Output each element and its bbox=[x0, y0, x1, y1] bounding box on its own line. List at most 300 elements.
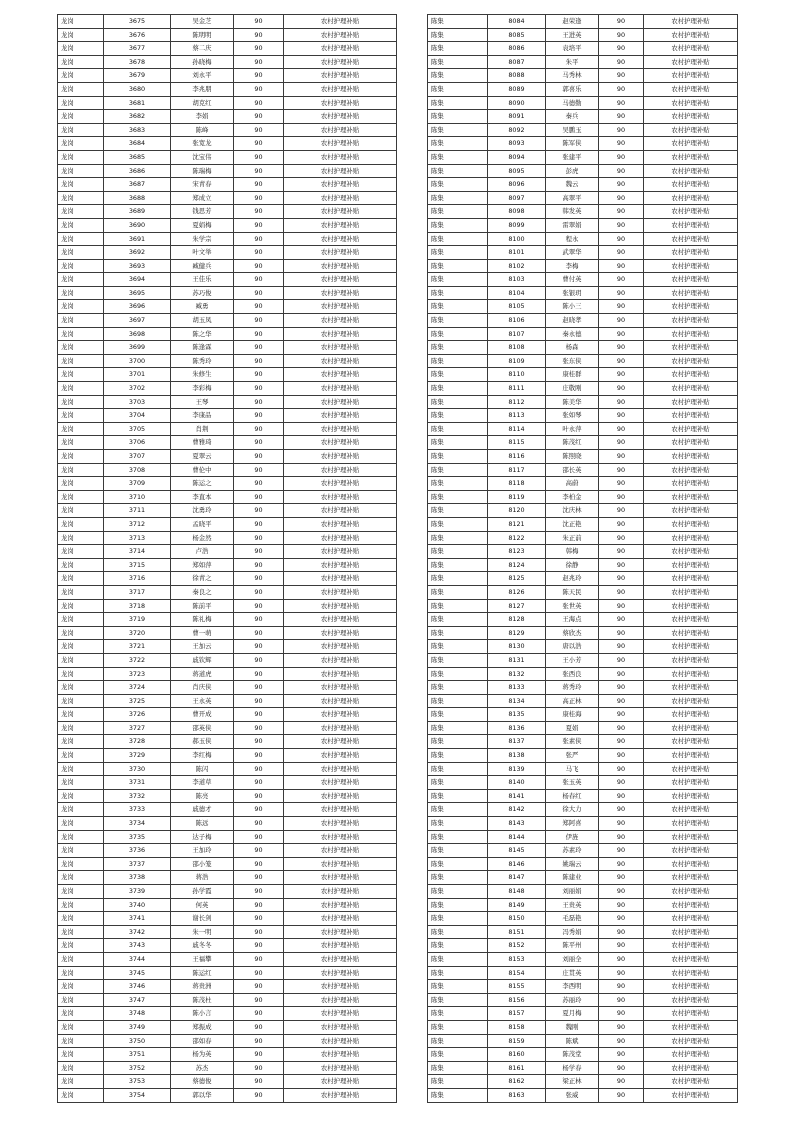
table-row bbox=[428, 600, 738, 614]
number-cell: 8085 bbox=[488, 29, 546, 43]
category-cell: 农村护理补贴 bbox=[644, 491, 738, 505]
number-cell: 3690 bbox=[104, 219, 171, 233]
amount-cell: 90 bbox=[599, 844, 644, 858]
amount-cell: 90 bbox=[599, 192, 644, 206]
district-cell: 陈集 bbox=[428, 668, 488, 682]
table-row bbox=[58, 545, 397, 559]
name-cell: 戚钦辉 bbox=[171, 654, 234, 668]
name-cell: 陈茂堂 bbox=[546, 1048, 599, 1062]
table-row bbox=[428, 233, 738, 247]
name-cell: 郑成立 bbox=[171, 192, 234, 206]
number-cell: 8115 bbox=[488, 436, 546, 450]
number-cell: 3736 bbox=[104, 844, 171, 858]
district-cell: 陈集 bbox=[428, 1075, 488, 1089]
table-row bbox=[58, 300, 397, 314]
district-cell: 陈集 bbox=[428, 396, 488, 410]
category-cell: 农村护理补贴 bbox=[644, 776, 738, 790]
number-cell: 8105 bbox=[488, 300, 546, 314]
name-cell: 陈斌 bbox=[546, 1035, 599, 1049]
amount-cell: 90 bbox=[234, 477, 284, 491]
number-cell: 8158 bbox=[488, 1021, 546, 1035]
table-row bbox=[428, 967, 738, 981]
amount-cell: 90 bbox=[599, 518, 644, 532]
table-row bbox=[428, 192, 738, 206]
category-cell: 农村护理补贴 bbox=[644, 681, 738, 695]
district-cell: 龙岗 bbox=[58, 817, 104, 831]
district-cell: 龙岗 bbox=[58, 844, 104, 858]
number-cell: 3723 bbox=[104, 668, 171, 682]
district-cell: 陈集 bbox=[428, 763, 488, 777]
amount-cell: 90 bbox=[234, 545, 284, 559]
number-cell: 8117 bbox=[488, 464, 546, 478]
table-row bbox=[428, 42, 738, 56]
category-cell: 农村护理补贴 bbox=[284, 939, 397, 953]
category-cell: 农村护理补贴 bbox=[644, 654, 738, 668]
district-cell: 龙岗 bbox=[58, 1048, 104, 1062]
amount-cell: 90 bbox=[599, 735, 644, 749]
number-cell: 8099 bbox=[488, 219, 546, 233]
name-cell: 孟晓平 bbox=[171, 518, 234, 532]
number-cell: 3701 bbox=[104, 368, 171, 382]
district-cell: 龙岗 bbox=[58, 477, 104, 491]
table-row bbox=[428, 137, 738, 151]
amount-cell: 90 bbox=[599, 15, 644, 29]
district-cell: 陈集 bbox=[428, 219, 488, 233]
name-cell: 夏月梅 bbox=[546, 1007, 599, 1021]
amount-cell: 90 bbox=[234, 763, 284, 777]
category-cell: 农村护理补贴 bbox=[644, 273, 738, 287]
number-cell: 8107 bbox=[488, 328, 546, 342]
number-cell: 8129 bbox=[488, 627, 546, 641]
district-cell: 陈集 bbox=[428, 681, 488, 695]
number-cell: 3735 bbox=[104, 831, 171, 845]
district-cell: 龙岗 bbox=[58, 137, 104, 151]
district-cell: 龙岗 bbox=[58, 654, 104, 668]
name-cell: 伊旌 bbox=[546, 831, 599, 845]
number-cell: 3734 bbox=[104, 817, 171, 831]
amount-cell: 90 bbox=[234, 450, 284, 464]
name-cell: 李兆朋 bbox=[171, 83, 234, 97]
amount-cell: 90 bbox=[599, 994, 644, 1008]
amount-cell: 90 bbox=[599, 110, 644, 124]
amount-cell: 90 bbox=[234, 1048, 284, 1062]
category-cell: 农村护理补贴 bbox=[644, 899, 738, 913]
name-cell: 陈军侠 bbox=[546, 137, 599, 151]
amount-cell: 90 bbox=[234, 1062, 284, 1076]
category-cell: 农村护理补贴 bbox=[284, 15, 397, 29]
table-row bbox=[58, 532, 397, 546]
district-cell: 龙岗 bbox=[58, 912, 104, 926]
table-row bbox=[428, 287, 738, 301]
category-cell: 农村护理补贴 bbox=[644, 790, 738, 804]
category-cell: 农村护理补贴 bbox=[284, 83, 397, 97]
category-cell: 农村护理补贴 bbox=[284, 518, 397, 532]
name-cell: 何英 bbox=[171, 899, 234, 913]
district-cell: 龙岗 bbox=[58, 83, 104, 97]
number-cell: 3695 bbox=[104, 287, 171, 301]
amount-cell: 90 bbox=[599, 572, 644, 586]
number-cell: 3728 bbox=[104, 735, 171, 749]
amount-cell: 90 bbox=[599, 858, 644, 872]
district-cell: 龙岗 bbox=[58, 776, 104, 790]
category-cell: 农村护理补贴 bbox=[284, 545, 397, 559]
table-row bbox=[58, 953, 397, 967]
number-cell: 3719 bbox=[104, 613, 171, 627]
category-cell: 农村护理补贴 bbox=[644, 192, 738, 206]
district-cell: 龙岗 bbox=[58, 1062, 104, 1076]
category-cell: 农村护理补贴 bbox=[644, 994, 738, 1008]
name-cell: 朱正前 bbox=[546, 532, 599, 546]
amount-cell: 90 bbox=[234, 15, 284, 29]
district-cell: 龙岗 bbox=[58, 885, 104, 899]
district-cell: 龙岗 bbox=[58, 233, 104, 247]
table-row bbox=[58, 192, 397, 206]
district-cell: 龙岗 bbox=[58, 15, 104, 29]
table-row bbox=[428, 436, 738, 450]
table-row bbox=[58, 233, 397, 247]
name-cell: 沈勇玲 bbox=[171, 504, 234, 518]
name-cell: 李道草 bbox=[171, 776, 234, 790]
table-row bbox=[58, 776, 397, 790]
category-cell: 农村护理补贴 bbox=[644, 518, 738, 532]
number-cell: 8145 bbox=[488, 844, 546, 858]
category-cell: 农村护理补贴 bbox=[284, 613, 397, 627]
number-cell: 8149 bbox=[488, 899, 546, 913]
amount-cell: 90 bbox=[234, 640, 284, 654]
district-cell: 陈集 bbox=[428, 572, 488, 586]
table-row bbox=[58, 980, 397, 994]
category-cell: 农村护理补贴 bbox=[284, 1007, 397, 1021]
table-row bbox=[428, 980, 738, 994]
number-cell: 8089 bbox=[488, 83, 546, 97]
name-cell: 杨学春 bbox=[546, 1062, 599, 1076]
district-cell: 龙岗 bbox=[58, 246, 104, 260]
amount-cell: 90 bbox=[599, 613, 644, 627]
district-cell: 龙岗 bbox=[58, 695, 104, 709]
table-row bbox=[58, 83, 397, 97]
category-cell: 农村护理补贴 bbox=[644, 871, 738, 885]
number-cell: 3697 bbox=[104, 314, 171, 328]
name-cell: 蔡德俊 bbox=[171, 1075, 234, 1089]
district-cell: 龙岗 bbox=[58, 450, 104, 464]
district-cell: 龙岗 bbox=[58, 803, 104, 817]
district-cell: 陈集 bbox=[428, 885, 488, 899]
table-row bbox=[428, 260, 738, 274]
name-cell: 陈天民 bbox=[546, 586, 599, 600]
name-cell: 徐青之 bbox=[171, 572, 234, 586]
amount-cell: 90 bbox=[234, 124, 284, 138]
table-row bbox=[58, 912, 397, 926]
table-row bbox=[58, 355, 397, 369]
table-row bbox=[58, 518, 397, 532]
name-cell: 张严 bbox=[546, 749, 599, 763]
number-cell: 8128 bbox=[488, 613, 546, 627]
number-cell: 8091 bbox=[488, 110, 546, 124]
category-cell: 农村护理补贴 bbox=[644, 980, 738, 994]
number-cell: 3733 bbox=[104, 803, 171, 817]
table-row bbox=[58, 763, 397, 777]
number-cell: 8084 bbox=[488, 15, 546, 29]
district-cell: 陈集 bbox=[428, 328, 488, 342]
district-cell: 陈集 bbox=[428, 559, 488, 573]
category-cell: 农村护理补贴 bbox=[284, 69, 397, 83]
district-cell: 龙岗 bbox=[58, 1089, 104, 1103]
name-cell: 陈前平 bbox=[171, 600, 234, 614]
number-cell: 8159 bbox=[488, 1035, 546, 1049]
table-row bbox=[58, 504, 397, 518]
table-row bbox=[58, 613, 397, 627]
table-row bbox=[428, 790, 738, 804]
district-cell: 龙岗 bbox=[58, 722, 104, 736]
number-cell: 3676 bbox=[104, 29, 171, 43]
district-cell: 龙岗 bbox=[58, 749, 104, 763]
name-cell: 郭以华 bbox=[171, 1089, 234, 1103]
district-cell: 龙岗 bbox=[58, 980, 104, 994]
district-cell: 陈集 bbox=[428, 246, 488, 260]
amount-cell: 90 bbox=[234, 885, 284, 899]
name-cell: 蒋贵洲 bbox=[171, 980, 234, 994]
name-cell: 臧勇 bbox=[171, 300, 234, 314]
amount-cell: 90 bbox=[234, 572, 284, 586]
category-cell: 农村护理补贴 bbox=[644, 559, 738, 573]
amount-cell: 90 bbox=[599, 341, 644, 355]
name-cell: 梁正林 bbox=[546, 1075, 599, 1089]
number-cell: 3725 bbox=[104, 695, 171, 709]
category-cell: 农村护理补贴 bbox=[284, 219, 397, 233]
table-row bbox=[428, 763, 738, 777]
district-cell: 陈集 bbox=[428, 29, 488, 43]
name-cell: 毛磊艳 bbox=[546, 912, 599, 926]
number-cell: 8146 bbox=[488, 858, 546, 872]
amount-cell: 90 bbox=[234, 260, 284, 274]
amount-cell: 90 bbox=[599, 273, 644, 287]
number-cell: 8137 bbox=[488, 735, 546, 749]
district-cell: 龙岗 bbox=[58, 464, 104, 478]
category-cell: 农村护理补贴 bbox=[284, 355, 397, 369]
number-cell: 8123 bbox=[488, 545, 546, 559]
amount-cell: 90 bbox=[599, 967, 644, 981]
amount-cell: 90 bbox=[599, 246, 644, 260]
category-cell: 农村护理补贴 bbox=[284, 341, 397, 355]
category-cell: 农村护理补贴 bbox=[644, 1007, 738, 1021]
district-cell: 陈集 bbox=[428, 994, 488, 1008]
table-row bbox=[428, 1035, 738, 1049]
name-cell: 王加云 bbox=[171, 640, 234, 654]
name-cell: 张世英 bbox=[546, 600, 599, 614]
table-row bbox=[58, 640, 397, 654]
category-cell: 农村护理补贴 bbox=[644, 328, 738, 342]
category-cell: 农村护理补贴 bbox=[284, 844, 397, 858]
amount-cell: 90 bbox=[599, 1075, 644, 1089]
amount-cell: 90 bbox=[599, 926, 644, 940]
table-row bbox=[58, 1035, 397, 1049]
category-cell: 农村护理补贴 bbox=[284, 124, 397, 138]
category-cell: 农村护理补贴 bbox=[284, 56, 397, 70]
number-cell: 8120 bbox=[488, 504, 546, 518]
district-cell: 龙岗 bbox=[58, 858, 104, 872]
district-cell: 陈集 bbox=[428, 654, 488, 668]
number-cell: 3739 bbox=[104, 885, 171, 899]
table-row bbox=[428, 545, 738, 559]
left-table bbox=[57, 14, 397, 1103]
district-cell: 龙岗 bbox=[58, 613, 104, 627]
district-cell: 陈集 bbox=[428, 137, 488, 151]
name-cell: 沈宝伟 bbox=[171, 151, 234, 165]
number-cell: 8156 bbox=[488, 994, 546, 1008]
district-cell: 陈集 bbox=[428, 844, 488, 858]
table-row bbox=[428, 464, 738, 478]
district-cell: 陈集 bbox=[428, 436, 488, 450]
number-cell: 8088 bbox=[488, 69, 546, 83]
number-cell: 8110 bbox=[488, 368, 546, 382]
name-cell: 戚德才 bbox=[171, 803, 234, 817]
amount-cell: 90 bbox=[599, 137, 644, 151]
amount-cell: 90 bbox=[234, 953, 284, 967]
name-cell: 王佳乐 bbox=[171, 273, 234, 287]
category-cell: 农村护理补贴 bbox=[644, 803, 738, 817]
name-cell: 庄贯英 bbox=[546, 967, 599, 981]
district-cell: 陈集 bbox=[428, 953, 488, 967]
district-cell: 陈集 bbox=[428, 871, 488, 885]
number-cell: 8100 bbox=[488, 233, 546, 247]
category-cell: 农村护理补贴 bbox=[644, 69, 738, 83]
table-row bbox=[428, 15, 738, 29]
number-cell: 3705 bbox=[104, 423, 171, 437]
district-cell: 陈集 bbox=[428, 613, 488, 627]
district-cell: 陈集 bbox=[428, 450, 488, 464]
district-cell: 龙岗 bbox=[58, 69, 104, 83]
table-row bbox=[58, 790, 397, 804]
category-cell: 农村护理补贴 bbox=[644, 545, 738, 559]
amount-cell: 90 bbox=[599, 464, 644, 478]
district-cell: 龙岗 bbox=[58, 640, 104, 654]
number-cell: 8143 bbox=[488, 817, 546, 831]
table-row bbox=[428, 219, 738, 233]
amount-cell: 90 bbox=[599, 953, 644, 967]
category-cell: 农村护理补贴 bbox=[284, 300, 397, 314]
name-cell: 王进英 bbox=[546, 29, 599, 43]
number-cell: 3694 bbox=[104, 273, 171, 287]
table-row bbox=[428, 994, 738, 1008]
number-cell: 8106 bbox=[488, 314, 546, 328]
category-cell: 农村护理补贴 bbox=[284, 763, 397, 777]
name-cell: 陈礼梅 bbox=[171, 613, 234, 627]
district-cell: 陈集 bbox=[428, 355, 488, 369]
number-cell: 3699 bbox=[104, 341, 171, 355]
category-cell: 农村护理补贴 bbox=[644, 151, 738, 165]
amount-cell: 90 bbox=[234, 110, 284, 124]
category-cell: 农村护理补贴 bbox=[644, 464, 738, 478]
table-row bbox=[428, 627, 738, 641]
amount-cell: 90 bbox=[234, 899, 284, 913]
amount-cell: 90 bbox=[599, 695, 644, 709]
name-cell: 肖荆 bbox=[171, 423, 234, 437]
number-cell: 3745 bbox=[104, 967, 171, 981]
name-cell: 魏刚 bbox=[546, 1021, 599, 1035]
name-cell: 杨森 bbox=[546, 341, 599, 355]
category-cell: 农村护理补贴 bbox=[644, 1062, 738, 1076]
category-cell: 农村护理补贴 bbox=[644, 953, 738, 967]
number-cell: 8112 bbox=[488, 396, 546, 410]
category-cell: 农村护理补贴 bbox=[284, 572, 397, 586]
name-cell: 袁培平 bbox=[546, 42, 599, 56]
table-row bbox=[58, 668, 397, 682]
district-cell: 陈集 bbox=[428, 1021, 488, 1035]
amount-cell: 90 bbox=[599, 314, 644, 328]
amount-cell: 90 bbox=[234, 423, 284, 437]
table-row bbox=[428, 939, 738, 953]
amount-cell: 90 bbox=[234, 300, 284, 314]
table-row bbox=[428, 899, 738, 913]
number-cell: 3749 bbox=[104, 1021, 171, 1035]
number-cell: 3713 bbox=[104, 532, 171, 546]
name-cell: 陈亮 bbox=[171, 790, 234, 804]
number-cell: 8116 bbox=[488, 450, 546, 464]
name-cell: 陈运之 bbox=[171, 477, 234, 491]
category-cell: 农村护理补贴 bbox=[644, 586, 738, 600]
number-cell: 3742 bbox=[104, 926, 171, 940]
name-cell: 邵长英 bbox=[546, 464, 599, 478]
amount-cell: 90 bbox=[599, 545, 644, 559]
category-cell: 农村护理补贴 bbox=[644, 613, 738, 627]
district-cell: 龙岗 bbox=[58, 871, 104, 885]
name-cell: 康桂群 bbox=[546, 368, 599, 382]
district-cell: 陈集 bbox=[428, 586, 488, 600]
table-row bbox=[58, 165, 397, 179]
amount-cell: 90 bbox=[234, 518, 284, 532]
table-row bbox=[58, 803, 397, 817]
amount-cell: 90 bbox=[599, 504, 644, 518]
category-cell: 农村护理补贴 bbox=[644, 15, 738, 29]
amount-cell: 90 bbox=[234, 980, 284, 994]
district-cell: 陈集 bbox=[428, 980, 488, 994]
name-cell: 苏素玲 bbox=[546, 844, 599, 858]
number-cell: 3750 bbox=[104, 1035, 171, 1049]
district-cell: 龙岗 bbox=[58, 273, 104, 287]
category-cell: 农村护理补贴 bbox=[284, 776, 397, 790]
district-cell: 龙岗 bbox=[58, 165, 104, 179]
table-row bbox=[428, 273, 738, 287]
table-row bbox=[428, 382, 738, 396]
number-cell: 3680 bbox=[104, 83, 171, 97]
number-cell: 3711 bbox=[104, 504, 171, 518]
district-cell: 龙岗 bbox=[58, 409, 104, 423]
name-cell: 陈小言 bbox=[171, 1007, 234, 1021]
name-cell: 郑振成 bbox=[171, 1021, 234, 1035]
table-row bbox=[58, 178, 397, 192]
number-cell: 8111 bbox=[488, 382, 546, 396]
amount-cell: 90 bbox=[599, 722, 644, 736]
category-cell: 农村护理补贴 bbox=[284, 1048, 397, 1062]
amount-cell: 90 bbox=[599, 831, 644, 845]
amount-cell: 90 bbox=[599, 532, 644, 546]
table-row bbox=[428, 953, 738, 967]
name-cell: 张东侠 bbox=[546, 355, 599, 369]
amount-cell: 90 bbox=[599, 817, 644, 831]
category-cell: 农村护理补贴 bbox=[644, 926, 738, 940]
number-cell: 3720 bbox=[104, 627, 171, 641]
name-cell: 陈茂杜 bbox=[171, 994, 234, 1008]
number-cell: 8138 bbox=[488, 749, 546, 763]
amount-cell: 90 bbox=[599, 790, 644, 804]
number-cell: 8141 bbox=[488, 790, 546, 804]
amount-cell: 90 bbox=[599, 491, 644, 505]
category-cell: 农村护理补贴 bbox=[644, 858, 738, 872]
district-cell: 龙岗 bbox=[58, 708, 104, 722]
table-row bbox=[428, 355, 738, 369]
district-cell: 龙岗 bbox=[58, 1021, 104, 1035]
category-cell: 农村护理补贴 bbox=[284, 722, 397, 736]
